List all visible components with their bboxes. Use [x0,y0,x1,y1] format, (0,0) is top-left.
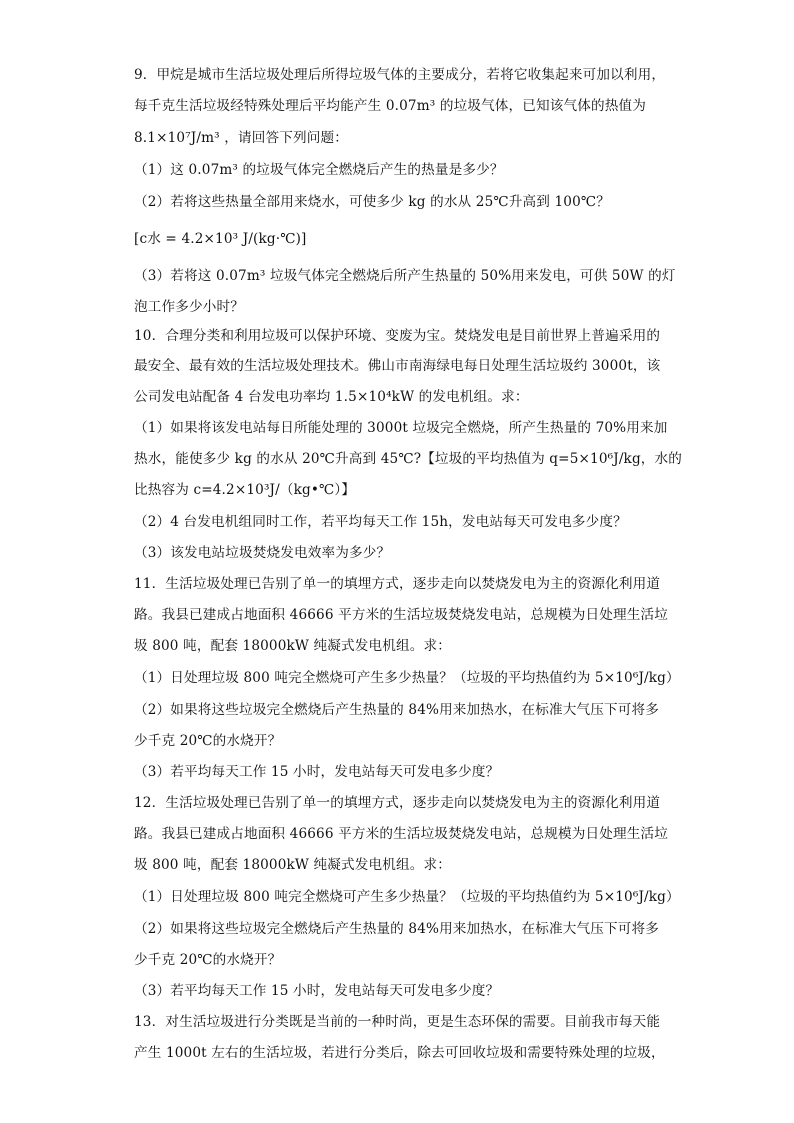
question-12-sub-1: （1）日处理垃圾 800 吨完全燃烧可产生多少热量？（垃圾的平均热值约为 5×10⁶J/kg） [134,889,680,905]
question-10-sub-3: （3）该发电站垃圾焚烧发电效率为多少？ [134,545,391,561]
question-9-sub-3-cont: 泡工作多少小时？ [134,299,244,315]
question-9-line-3: 8.1×10⁷J/m³ ，请回答下列问题： [134,130,348,146]
question-12-line-2: 路。我县已建成占地面积 46666 平方米的生活垃圾焚烧发电站，总规模为日处理生活垃 [134,826,668,842]
question-12-sub-2-cont: 少千克 20℃的水烧开？ [134,952,282,968]
question-13-line-1: 13．对生活垃圾进行分类既是当前的一种时尚，更是生态环保的需要。目前我市每天能 [134,1014,661,1030]
question-10-sub-2: （2）4 台发电机组同时工作，若平均每天工作 15h，发电站每天可发电多少度？ [134,514,627,530]
question-9-sub-2: （2）若将这些热量全部用来烧水，可使多少 kg 的水从 25℃升高到 100℃？ [134,194,610,210]
question-10-line-3: 公司发电站配备 4 台发电功率均 1.5×10⁴kW 的发电机组。求： [134,389,529,405]
question-9-sub-3: （3）若将这 0.07m³ 垃圾气体完全燃烧后所产生热量的 50%用来发电，可供 50W 的灯 [134,268,676,284]
question-11-line-1: 11．生活垃圾处理已告别了单一的填埋方式，逐步走向以焚烧发电为主的资源化利用道 [134,576,661,592]
question-9-line-2: 每千克生活垃圾经特殊处理后平均能产生 0.07m³ 的垃圾气体，已知该气体的热值为 [134,98,646,114]
question-10-line-1: 10．合理分类和利用垃圾可以保护环境、变废为宝。焚烧发电是目前世界上普遍采用的 [134,328,661,344]
question-11-sub-2-cont: 少千克 20℃的水烧开？ [134,733,282,749]
question-10-line-2: 最安全、最有效的生活垃圾处理技术。佛山市南海绿电每日处理生活垃圾约 3000t，该 [134,358,661,374]
question-12-sub-2: （2）如果将这些垃圾完全燃烧后产生热量的 84%用来加热水，在标准大气压下可将多 [134,921,659,937]
question-11-sub-1: （1）日处理垃圾 800 吨完全燃烧可产生多少热量？（垃圾的平均热值约为 5×10⁶J/kg） [134,670,680,686]
question-9-sub-1: （1）这 0.07m³ 的垃圾气体完全燃烧后产生的热量是多少？ [134,162,504,178]
question-10-sub-1-cont-2: 比热容为 c=4.2×10³J/（kg•℃）】 [134,482,356,498]
question-9-formula: [c水 = 4.2×10³ J/(kg·℃)] [134,231,307,247]
question-11-sub-2: （2）如果将这些垃圾完全燃烧后产生热量的 84%用来加热水，在标准大气压下可将多 [134,702,659,718]
question-11-line-3: 圾 800 吨，配套 18000kW 纯凝式发电机组。求： [134,638,451,654]
question-10-sub-1-cont: 热水，能使多少 kg 的水从 20℃升高到 45℃?【垃圾的平均热值为 q=5×10⁶J/kg，水的 [134,451,683,467]
question-11-line-2: 路。我县已建成占地面积 46666 平方米的生活垃圾焚烧发电站，总规模为日处理生活垃 [134,607,668,623]
question-10-sub-1: （1）如果将该发电站每日所能处理的 3000t 垃圾完全燃烧，所产生热量的 70%用来加 [134,420,668,436]
question-11-sub-3: （3）若平均每天工作 15 小时，发电站每天可发电多少度？ [134,764,500,780]
question-12-line-1: 12．生活垃圾处理已告别了单一的填埋方式，逐步走向以焚烧发电为主的资源化利用道 [134,795,661,811]
question-12-line-3: 圾 800 吨，配套 18000kW 纯凝式发电机组。求： [134,857,451,873]
question-12-sub-3: （3）若平均每天工作 15 小时，发电站每天可发电多少度？ [134,983,500,999]
question-9-line-1: 9．甲烷是城市生活垃圾处理后所得垃圾气体的主要成分，若将它收集起来可加以利用， [134,67,666,83]
question-13-line-2: 产生 1000t 左右的生活垃圾，若进行分类后，除去可回收垃圾和需要特殊处理的垃圾， [134,1045,665,1061]
